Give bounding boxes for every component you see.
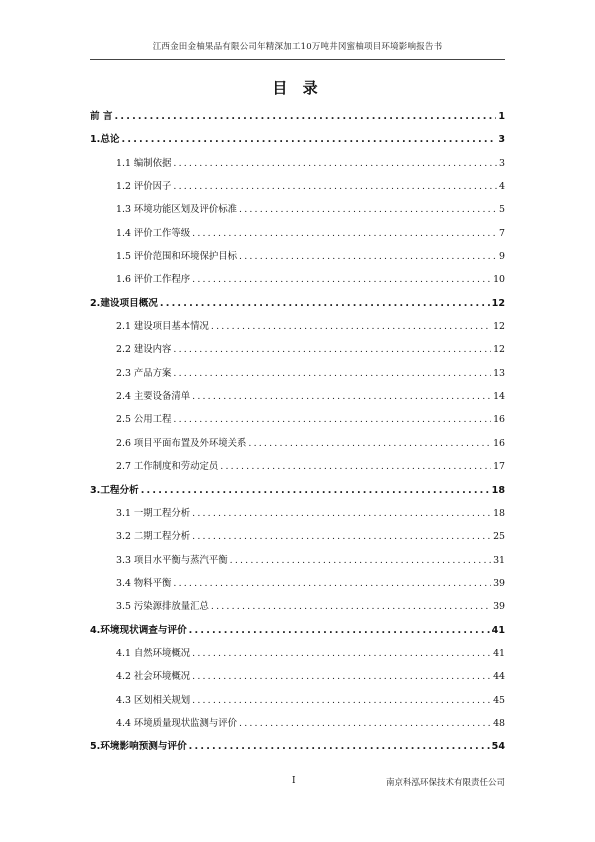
toc-entry-page: 17 — [493, 461, 505, 473]
toc-entry-label: 1.6 评价工作程序 — [116, 274, 191, 286]
toc-section-entry[interactable] — [90, 389, 505, 412]
toc-entry-page: 41 — [491, 624, 505, 636]
toc-entry-page: 3 — [499, 157, 505, 169]
toc-section-entry[interactable] — [90, 202, 505, 225]
toc-entry-label: 3.5 污染源排放量汇总 — [116, 601, 209, 613]
toc-dot-leader — [189, 739, 490, 754]
toc-entry-page: 18 — [491, 484, 505, 496]
toc-entry-label: 4.4 环境质量现状监测与评价 — [116, 717, 238, 729]
toc-section-entry[interactable] — [90, 249, 505, 272]
toc-title: 目 录 — [272, 79, 323, 97]
toc-dot-leader — [189, 623, 490, 638]
toc-section-entry[interactable] — [90, 646, 505, 669]
toc-dot-leader — [239, 202, 497, 217]
toc-entry-label: 1.2 评价因子 — [116, 181, 172, 193]
toc-entry-page: 12 — [493, 321, 505, 333]
footer-company: 南京科泓环保技术有限责任公司 — [385, 778, 505, 788]
toc-dot-leader — [173, 179, 497, 194]
toc-dot-leader — [192, 693, 491, 708]
toc-entry-page: 41 — [493, 647, 505, 659]
page-number: I — [292, 776, 296, 786]
toc-entry-page: 54 — [491, 741, 505, 753]
header-rule — [90, 59, 505, 60]
toc-entry-page: 14 — [493, 391, 505, 403]
toc-entry-label: 2.建设项目概况 — [90, 297, 158, 309]
toc-entry-page: 7 — [499, 227, 505, 239]
toc-entry-label: 4.2 社会环境概况 — [116, 671, 191, 683]
toc-dot-leader — [248, 436, 491, 451]
toc-entry-page: 16 — [493, 414, 505, 426]
toc-entry-label: 3.工程分析 — [90, 484, 139, 496]
toc-entry-page: 44 — [493, 671, 505, 683]
toc-section-entry[interactable] — [90, 272, 505, 295]
toc-dot-leader — [192, 272, 491, 287]
toc-dot-leader — [239, 716, 491, 731]
toc-section-entry[interactable] — [90, 319, 505, 342]
toc-entry-page: 31 — [493, 554, 505, 566]
toc-dot-leader — [173, 412, 491, 427]
toc-dot-leader — [192, 669, 491, 684]
toc-entry-page: 18 — [493, 507, 505, 519]
toc-entry-page: 3 — [498, 134, 505, 146]
toc-section-entry[interactable] — [90, 179, 505, 202]
toc-dot-leader — [192, 506, 491, 521]
toc-dot-leader — [192, 646, 491, 661]
toc-dot-leader — [160, 296, 490, 311]
toc-dot-leader — [122, 132, 497, 147]
toc-dot-leader — [192, 226, 497, 241]
toc-section-entry[interactable] — [90, 459, 505, 482]
toc-entry-label: 1.4 评价工作等级 — [116, 227, 191, 239]
toc-entry-label: 2.6 项目平面布置及外环境关系 — [116, 437, 247, 449]
toc-entry-page: 1 — [498, 111, 505, 122]
toc-section-entry[interactable] — [90, 226, 505, 249]
toc-entry-label: 2.2 建设内容 — [116, 344, 172, 356]
toc-entry-page: 39 — [493, 577, 505, 589]
toc-entry-page: 45 — [493, 694, 505, 706]
toc-entry-label: 2.5 公用工程 — [116, 414, 172, 426]
toc-dot-leader — [173, 366, 491, 381]
toc-entry-page: 5 — [499, 204, 505, 216]
toc-entry-label: 4.环境现状调查与评价 — [90, 624, 187, 636]
toc-dot-leader — [239, 249, 497, 264]
toc-section-entry[interactable] — [90, 342, 505, 365]
toc-entry-label: 2.1 建设项目基本情况 — [116, 321, 209, 333]
toc-chapter-entry[interactable] — [90, 483, 505, 506]
running-header: 江西金田金柚果品有限公司年精深加工10万吨井冈蜜柚项目环境影响报告书 — [152, 42, 443, 52]
table-of-contents — [90, 109, 505, 763]
toc-entry-label: 3.3 项目水平衡与蒸汽平衡 — [116, 554, 228, 566]
toc-entry-label: 2.3 产品方案 — [116, 367, 172, 379]
toc-dot-leader — [211, 599, 491, 614]
toc-entry-page: 9 — [499, 251, 505, 263]
toc-dot-leader — [173, 342, 491, 357]
toc-dot-leader — [220, 459, 491, 474]
toc-section-entry[interactable] — [90, 506, 505, 529]
toc-dot-leader — [173, 156, 497, 171]
toc-section-entry[interactable] — [90, 156, 505, 179]
toc-dot-leader — [211, 319, 491, 334]
toc-entry-label: 2.7 工作制度和劳动定员 — [116, 461, 219, 473]
toc-entry-label: 4.1 自然环境概况 — [116, 647, 191, 659]
toc-entry-page: 16 — [493, 437, 505, 449]
toc-section-entry[interactable] — [90, 366, 505, 389]
toc-entry-label: 1.5 评价范围和环境保护目标 — [116, 251, 238, 263]
toc-entry-label: 2.4 主要设备清单 — [116, 391, 191, 403]
toc-entry-label: 3.1 一期工程分析 — [116, 507, 191, 519]
toc-entry-page: 12 — [491, 297, 505, 309]
toc-chapter-entry[interactable] — [90, 739, 505, 762]
toc-dot-leader — [115, 109, 497, 124]
toc-section-entry[interactable] — [90, 599, 505, 622]
toc-entry-page: 25 — [493, 531, 505, 543]
toc-entry-page: 13 — [493, 367, 505, 379]
toc-dot-leader — [173, 576, 491, 591]
toc-section-entry[interactable] — [90, 669, 505, 692]
toc-entry-label: 1.1 编制依据 — [116, 157, 172, 169]
toc-section-entry[interactable] — [90, 412, 505, 435]
toc-entry-page: 48 — [493, 717, 505, 729]
toc-entry-page: 39 — [493, 601, 505, 613]
toc-dot-leader — [141, 483, 490, 498]
toc-entry-label: 4.3 区划相关规划 — [116, 694, 191, 706]
toc-chapter-entry[interactable] — [90, 132, 505, 155]
toc-entry-page: 4 — [499, 181, 505, 193]
toc-entry-label: 3.2 二期工程分析 — [116, 531, 191, 543]
toc-section-entry[interactable] — [90, 693, 505, 716]
toc-entry-label: 前 言 — [90, 111, 113, 122]
toc-entry-label: 3.4 物料平衡 — [116, 577, 172, 589]
toc-entry-label: 1.3 环境功能区划及评价标准 — [116, 204, 238, 216]
toc-section-entry[interactable] — [90, 576, 505, 599]
toc-dot-leader — [230, 553, 491, 568]
toc-entry-label: 1.总论 — [90, 134, 120, 146]
toc-section-entry[interactable] — [90, 716, 505, 739]
toc-section-entry[interactable] — [90, 553, 505, 576]
toc-entry-page: 10 — [493, 274, 505, 286]
toc-section-entry[interactable] — [90, 529, 505, 552]
toc-entry-label: 5.环境影响预测与评价 — [90, 741, 187, 753]
toc-section-entry[interactable] — [90, 436, 505, 459]
toc-chapter-entry[interactable] — [90, 109, 505, 132]
toc-dot-leader — [192, 529, 491, 544]
toc-chapter-entry[interactable] — [90, 296, 505, 319]
toc-entry-page: 12 — [493, 344, 505, 356]
toc-dot-leader — [192, 389, 491, 404]
toc-chapter-entry[interactable] — [90, 623, 505, 646]
